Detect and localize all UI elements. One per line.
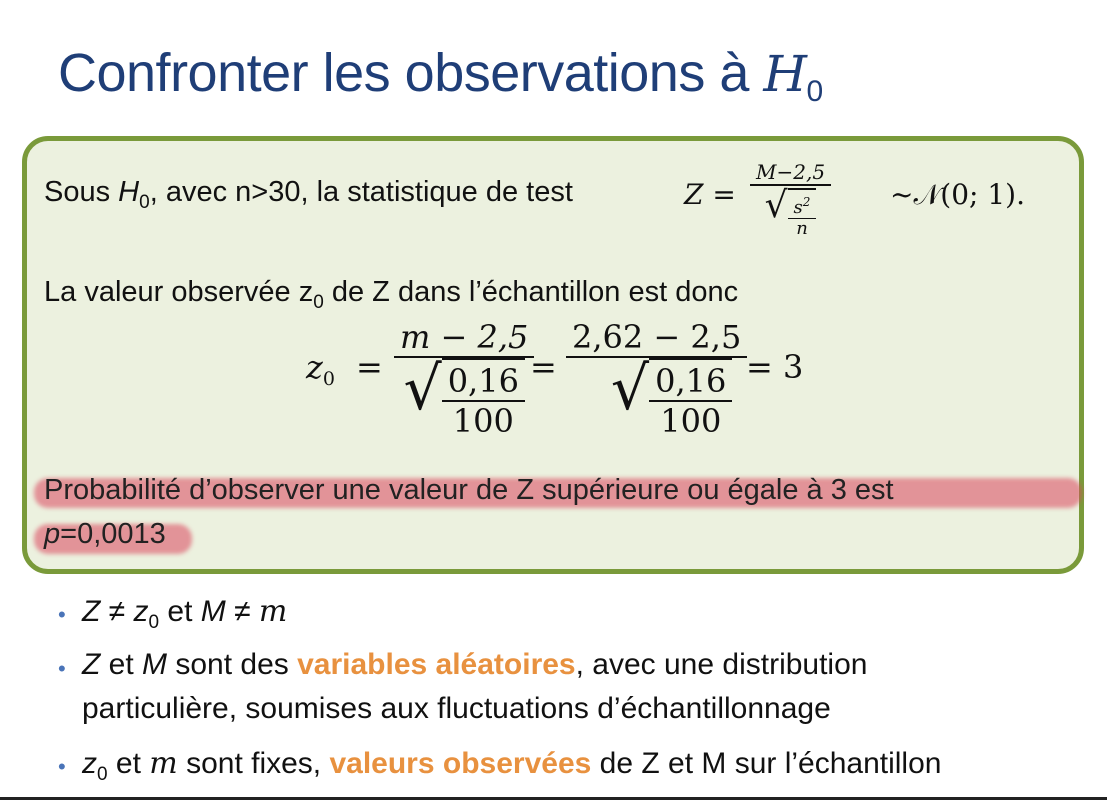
fraction-symbolic: m − 2,5 √ $\frac{0,16}{100}$ — [394, 318, 534, 440]
p-value: p=0,0013 — [44, 518, 166, 550]
statistic-fraction: M−2,5 √ $\frac{s^2}{n}$ — [750, 160, 831, 239]
slide-title: Confronter les observations à $H_0$ — [58, 43, 823, 108]
observed-value-line: La valeur observée $z_0$ de Z dans l’échantillon est donc — [44, 276, 739, 313]
bullet-dot-icon: • — [58, 602, 66, 627]
h0-symbol: $H_0$ — [763, 45, 823, 108]
bullet-dot-icon: • — [58, 754, 66, 779]
fraction-numeric: 2,62 − 2,5 √ $\frac{0,16}{100}$ — [566, 318, 747, 440]
probability-line: Probabilité d’observer une valeur de Z supérieure ou égale à 3 est — [44, 474, 894, 506]
bullet-dot-icon: • — [58, 656, 66, 681]
